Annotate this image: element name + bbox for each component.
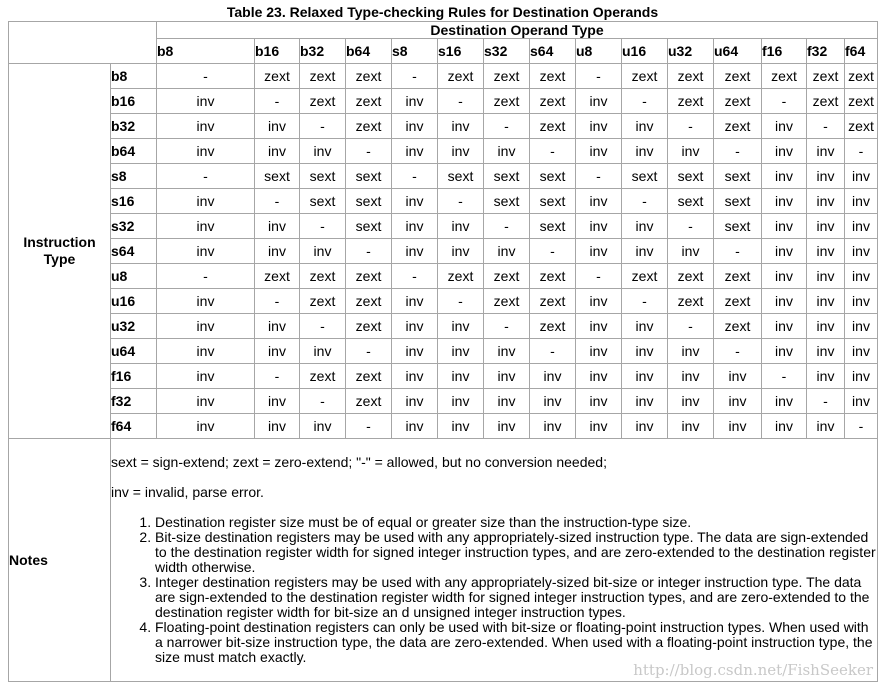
table-cell: inv <box>157 239 255 264</box>
table-cell: inv <box>157 389 255 414</box>
table-cell: inv <box>762 289 807 314</box>
table-cell: inv <box>845 189 878 214</box>
table-cell: inv <box>576 189 622 214</box>
table-cell: inv <box>714 364 762 389</box>
table-cell: zext <box>255 264 300 289</box>
table-cell: sext <box>668 189 714 214</box>
column-header-u16: u16 <box>622 39 668 64</box>
table-cell: inv <box>255 139 300 164</box>
table-cell: sext <box>484 164 530 189</box>
table-row <box>9 214 878 239</box>
table-cell: zext <box>300 364 346 389</box>
list-item: 4. Floating-point destination registers can only be used with bit-size or floating-point instruction types. When used with a narrower bit-size instruction type, the data are zero-extended. When used with a floating-point instruction type, the size must match exactly. <box>155 620 877 665</box>
table-cell: inv <box>255 389 300 414</box>
table-row <box>9 289 878 314</box>
table-cell: inv <box>668 239 714 264</box>
table-cell: inv <box>392 339 438 364</box>
table-cell: inv <box>622 214 668 239</box>
table-cell: inv <box>807 239 845 264</box>
table-cell: inv <box>762 389 807 414</box>
table-cell: zext <box>255 64 300 89</box>
table-cell: inv <box>255 214 300 239</box>
row-header-f64: f64 <box>111 414 157 439</box>
column-header-s8: s8 <box>392 39 438 64</box>
table-cell: - <box>714 139 762 164</box>
table-cell: - <box>300 114 346 139</box>
table-cell: sext <box>346 214 392 239</box>
notes-list <box>111 515 877 665</box>
table-row <box>9 314 878 339</box>
table-cell: inv <box>762 339 807 364</box>
table-cell: - <box>845 414 878 439</box>
table-cell: inv <box>255 339 300 364</box>
table-row <box>9 89 878 114</box>
table-cell: inv <box>392 239 438 264</box>
table-cell: sext <box>530 164 576 189</box>
table-cell: inv <box>530 364 576 389</box>
row-header-u8: u8 <box>111 264 157 289</box>
table-cell: inv <box>845 289 878 314</box>
table-cell: zext <box>762 64 807 89</box>
table-cell: inv <box>762 264 807 289</box>
table-cell: inv <box>576 139 622 164</box>
table-row <box>9 64 878 89</box>
table-cell: inv <box>576 289 622 314</box>
table-cell: zext <box>714 264 762 289</box>
table-cell: inv <box>576 114 622 139</box>
table-cell: zext <box>484 89 530 114</box>
table-cell: - <box>346 339 392 364</box>
table-cell: zext <box>668 64 714 89</box>
table-cell: - <box>346 414 392 439</box>
table-cell: inv <box>845 239 878 264</box>
table-cell: - <box>622 289 668 314</box>
table-cell: - <box>300 214 346 239</box>
table-cell: - <box>157 264 255 289</box>
row-header-s16: s16 <box>111 189 157 214</box>
table-cell: inv <box>157 89 255 114</box>
table-row <box>9 164 878 189</box>
table-cell: - <box>668 314 714 339</box>
table-cell: inv <box>807 264 845 289</box>
table-cell: - <box>346 239 392 264</box>
table-cell: inv <box>484 239 530 264</box>
table-cell: - <box>576 64 622 89</box>
table-cell: inv <box>300 239 346 264</box>
table-cell: inv <box>668 339 714 364</box>
table-cell: - <box>845 139 878 164</box>
table-cell: zext <box>714 114 762 139</box>
notes-row <box>9 439 878 682</box>
table-cell: zext <box>484 289 530 314</box>
table-cell: inv <box>576 214 622 239</box>
row-header-s32: s32 <box>111 214 157 239</box>
table-cell: inv <box>530 389 576 414</box>
table-cell: inv <box>668 364 714 389</box>
column-header-u64: u64 <box>714 39 762 64</box>
column-header-u8: u8 <box>576 39 622 64</box>
table-cell: inv <box>668 389 714 414</box>
table-cell: zext <box>346 89 392 114</box>
table-cell: - <box>714 339 762 364</box>
table-cell: inv <box>157 339 255 364</box>
table-cell: inv <box>484 364 530 389</box>
table-cell: inv <box>576 414 622 439</box>
column-header-b16: b16 <box>255 39 300 64</box>
table-cell: sext <box>530 189 576 214</box>
column-header-b32: b32 <box>300 39 346 64</box>
table-cell: inv <box>576 389 622 414</box>
watermark: http://blog.csdn.net/FishSeeker <box>633 661 873 679</box>
table-cell: inv <box>622 139 668 164</box>
table-cell: sext <box>255 164 300 189</box>
row-header-b16: b16 <box>111 89 157 114</box>
table-row <box>9 339 878 364</box>
type-checking-table <box>8 21 878 682</box>
table-cell: inv <box>255 414 300 439</box>
table-cell: inv <box>762 164 807 189</box>
table-cell: zext <box>668 89 714 114</box>
row-header-u16: u16 <box>111 289 157 314</box>
table-cell: inv <box>157 214 255 239</box>
table-cell: inv <box>576 314 622 339</box>
table-cell: zext <box>438 64 484 89</box>
table-cell: - <box>576 264 622 289</box>
instruction-type-label <box>9 64 111 439</box>
table-cell: inv <box>392 314 438 339</box>
table-cell: inv <box>668 139 714 164</box>
table-cell: - <box>622 189 668 214</box>
row-header-s8: s8 <box>111 164 157 189</box>
column-header-s16: s16 <box>438 39 484 64</box>
table-cell: - <box>807 389 845 414</box>
table-cell: inv <box>438 414 484 439</box>
table-cell: inv <box>392 389 438 414</box>
column-header-f32: f32 <box>807 39 845 64</box>
table-cell: inv <box>157 139 255 164</box>
table-caption: Table 23. Relaxed Type-checking Rules for Destination Operands <box>226 4 659 20</box>
table-cell: inv <box>668 414 714 439</box>
table-cell: zext <box>346 289 392 314</box>
table-cell: inv <box>300 139 346 164</box>
table-cell: - <box>255 189 300 214</box>
table-cell: zext <box>346 264 392 289</box>
table-cell: - <box>392 264 438 289</box>
notes-label: Notes <box>9 439 111 682</box>
table-cell: sext <box>346 189 392 214</box>
table-cell: zext <box>346 114 392 139</box>
table-cell: inv <box>845 364 878 389</box>
table-cell: inv <box>845 264 878 289</box>
table-cell: inv <box>622 239 668 264</box>
table-cell: inv <box>807 314 845 339</box>
table-cell: zext <box>622 64 668 89</box>
table-row <box>9 264 878 289</box>
table-cell: inv <box>762 114 807 139</box>
table-cell: - <box>622 89 668 114</box>
table-cell: zext <box>530 114 576 139</box>
table-cell: inv <box>392 289 438 314</box>
destination-operand-type-header: Destination Operand Type <box>157 22 878 39</box>
table-cell: inv <box>157 364 255 389</box>
table-cell: - <box>300 389 346 414</box>
table-cell: sext <box>300 189 346 214</box>
row-header-b64: b64 <box>111 139 157 164</box>
table-cell: inv <box>157 414 255 439</box>
table-cell: inv <box>392 89 438 114</box>
table-cell: inv <box>300 339 346 364</box>
table-cell: - <box>157 64 255 89</box>
table-cell: zext <box>484 264 530 289</box>
table-row <box>9 139 878 164</box>
table-cell: inv <box>438 364 484 389</box>
table-cell: zext <box>300 264 346 289</box>
table-cell: sext <box>714 214 762 239</box>
table-cell: - <box>807 114 845 139</box>
table-cell: - <box>392 164 438 189</box>
table-cell: zext <box>845 89 878 114</box>
column-header-u32: u32 <box>668 39 714 64</box>
table-cell: - <box>157 164 255 189</box>
table-cell: - <box>438 289 484 314</box>
table-cell: inv <box>438 314 484 339</box>
table-cell: inv <box>576 364 622 389</box>
table-cell: inv <box>807 339 845 364</box>
table-cell: sext <box>484 189 530 214</box>
table-cell: sext <box>438 164 484 189</box>
list-item: 3. Integer destination registers may be used with any appropriately-sized bit-size or integer instruction type. The data are sign-extended to the destination register width for signed integer instruction types, and are zero-extended to the destination register width for bit-size an d unsigned integer instruction types. <box>155 575 877 620</box>
table-cell: sext <box>714 189 762 214</box>
table-cell: sext <box>668 164 714 189</box>
table-cell: inv <box>622 339 668 364</box>
table-cell: - <box>484 214 530 239</box>
table-cell: inv <box>807 189 845 214</box>
table-cell: inv <box>157 114 255 139</box>
table-cell: inv <box>300 414 346 439</box>
column-header-b8: b8 <box>157 39 255 64</box>
table-cell: - <box>438 89 484 114</box>
table-cell: inv <box>807 364 845 389</box>
row-header-b8: b8 <box>111 64 157 89</box>
table-cell: inv <box>438 214 484 239</box>
table-cell: inv <box>392 414 438 439</box>
table-cell: - <box>392 64 438 89</box>
table-cell: inv <box>392 114 438 139</box>
table-cell: sext <box>622 164 668 189</box>
table-cell: sext <box>530 214 576 239</box>
table-cell: inv <box>157 314 255 339</box>
table-cell: - <box>714 239 762 264</box>
table-cell: inv <box>255 314 300 339</box>
table-cell: inv <box>845 339 878 364</box>
table-cell: inv <box>807 289 845 314</box>
row-header-u64: u64 <box>111 339 157 364</box>
table-cell: zext <box>530 264 576 289</box>
table-cell: inv <box>807 214 845 239</box>
table-cell: inv <box>845 314 878 339</box>
table-cell: inv <box>762 314 807 339</box>
table-cell: inv <box>714 414 762 439</box>
column-header-f64: f64 <box>845 39 878 64</box>
table-cell: inv <box>807 414 845 439</box>
table-cell: - <box>530 139 576 164</box>
invalid-legend-text: inv = invalid, parse error. <box>111 484 264 500</box>
table-cell: inv <box>576 239 622 264</box>
table-cell: zext <box>346 389 392 414</box>
table-cell: zext <box>714 64 762 89</box>
table-cell: - <box>484 114 530 139</box>
table-cell: inv <box>157 189 255 214</box>
table-cell: - <box>438 189 484 214</box>
table-cell: inv <box>622 114 668 139</box>
table-cell: inv <box>438 239 484 264</box>
table-cell: inv <box>845 164 878 189</box>
table-cell: zext <box>622 264 668 289</box>
table-cell: - <box>346 139 392 164</box>
table-cell: inv <box>392 364 438 389</box>
table-cell: - <box>300 314 346 339</box>
table-cell: zext <box>346 314 392 339</box>
table-cell: inv <box>438 114 484 139</box>
table-cell: inv <box>807 164 845 189</box>
table-cell: zext <box>807 89 845 114</box>
table-cell: zext <box>668 289 714 314</box>
table-cell: zext <box>668 264 714 289</box>
table-cell: inv <box>530 414 576 439</box>
table-cell: zext <box>714 314 762 339</box>
table-cell: inv <box>762 139 807 164</box>
table-cell: inv <box>484 389 530 414</box>
row-header-f16: f16 <box>111 364 157 389</box>
table-row <box>9 414 878 439</box>
table-cell: zext <box>300 289 346 314</box>
table-cell: sext <box>300 164 346 189</box>
table-cell: - <box>762 89 807 114</box>
table-cell: - <box>255 364 300 389</box>
table-cell: zext <box>438 264 484 289</box>
table-cell: inv <box>622 389 668 414</box>
instruction-type-label-line2: Type <box>43 251 76 267</box>
table-cell: zext <box>714 89 762 114</box>
column-header-f16: f16 <box>762 39 807 64</box>
table-cell: - <box>668 214 714 239</box>
table-cell: - <box>255 89 300 114</box>
table-cell: inv <box>484 139 530 164</box>
column-header-s32: s32 <box>484 39 530 64</box>
table-cell: zext <box>845 114 878 139</box>
table-cell: inv <box>762 414 807 439</box>
table-row <box>9 189 878 214</box>
column-header-b64: b64 <box>346 39 392 64</box>
table-row <box>9 389 878 414</box>
table-cell: inv <box>807 139 845 164</box>
table-cell: inv <box>714 389 762 414</box>
table-cell: inv <box>845 389 878 414</box>
row-header-f32: f32 <box>111 389 157 414</box>
table-cell: - <box>576 164 622 189</box>
list-item: 2. Bit-size destination registers may be used with any appropriately-sized instruction type. The data are sign-extended to the destination register width for signed integer instruction types, and are zero-extended to the destination register width otherwise. <box>155 530 877 575</box>
table-cell: zext <box>300 64 346 89</box>
table-cell: inv <box>157 289 255 314</box>
table-cell: sext <box>714 164 762 189</box>
table-cell: inv <box>484 414 530 439</box>
table-row <box>9 239 878 264</box>
table-cell: - <box>530 339 576 364</box>
list-item: 1. Destination register size must be of equal or greater size than the instruction-type size. <box>155 515 877 530</box>
table-cell: inv <box>845 214 878 239</box>
table-cell: zext <box>530 314 576 339</box>
table-row <box>9 114 878 139</box>
table-cell: inv <box>622 414 668 439</box>
table-cell: zext <box>530 64 576 89</box>
row-header-s64: s64 <box>111 239 157 264</box>
notes-content <box>111 439 878 682</box>
column-header-s64: s64 <box>530 39 576 64</box>
corner-cell <box>9 22 157 64</box>
table-cell: inv <box>255 114 300 139</box>
legend-text: sext = sign-extend; zext = zero-extend; "-" = allowed, but no conversion needed; <box>111 454 607 470</box>
table-cell: inv <box>255 239 300 264</box>
table-cell: - <box>255 289 300 314</box>
table-cell: inv <box>576 89 622 114</box>
table-cell: inv <box>438 339 484 364</box>
table-cell: - <box>762 364 807 389</box>
table-cell: zext <box>530 289 576 314</box>
table-cell: zext <box>807 64 845 89</box>
table-cell: zext <box>484 64 530 89</box>
table-cell: zext <box>300 89 346 114</box>
table-cell: inv <box>438 389 484 414</box>
table-cell: inv <box>392 139 438 164</box>
table-cell: inv <box>438 139 484 164</box>
table-cell: zext <box>845 64 878 89</box>
table-cell: inv <box>484 339 530 364</box>
table-cell: zext <box>530 89 576 114</box>
row-header-u32: u32 <box>111 314 157 339</box>
row-header-b32: b32 <box>111 114 157 139</box>
table-cell: sext <box>346 164 392 189</box>
table-cell: - <box>668 114 714 139</box>
table-cell: inv <box>762 239 807 264</box>
table-cell: inv <box>576 339 622 364</box>
table-cell: - <box>530 239 576 264</box>
table-cell: inv <box>392 189 438 214</box>
table-cell: inv <box>762 214 807 239</box>
table-row <box>9 364 878 389</box>
table-cell: zext <box>346 64 392 89</box>
table-cell: zext <box>346 364 392 389</box>
table-cell: inv <box>622 314 668 339</box>
table-cell: zext <box>714 289 762 314</box>
table-cell: inv <box>762 189 807 214</box>
table-cell: inv <box>392 214 438 239</box>
table-cell: - <box>484 314 530 339</box>
table-cell: inv <box>622 364 668 389</box>
instruction-type-label-line1: Instruction <box>23 234 96 250</box>
